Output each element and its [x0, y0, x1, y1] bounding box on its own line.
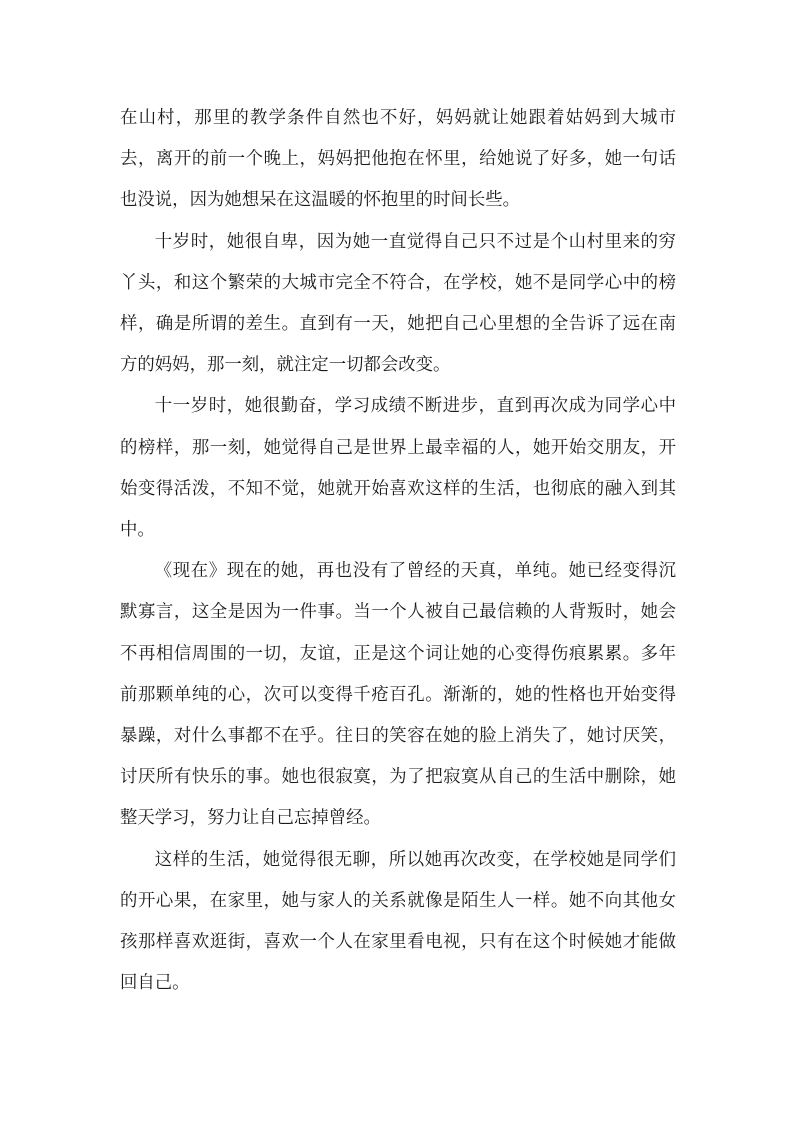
paragraph-2: 十岁时，她很自卑，因为她一直觉得自己只不过是个山村里来的穷丫头，和这个繁荣的大城市完全不符合，在学校，她不是同学心中的榜样，确是所谓的差生。直到有一天，她把自己心里想的全告诉了远在南方的妈妈，那一刻，就注定一切都会改变。	[120, 231, 676, 376]
paragraph-1: 在山村，那里的教学条件自然也不好，妈妈就让她跟着姑妈到大城市去，离开的前一个晚上，妈妈把他抱在怀里，给她说了好多，她一句话也没说，因为她想呆在这温暖的怀抱里的时间长些。	[120, 108, 676, 211]
paragraph-4: 《现在》现在的她，再也没有了曾经的天真，单纯。她已经变得沉默寡言，这全是因为一件事。当一个人被自己最信赖的人背叛时，她会不再相信周围的一切，友谊，正是这个词让她的心变得伤痕累累。多年前那颗单纯的心，次可以变得千疮百孔。渐渐的，她的性格也开始变得暴躁，对什么事都不在乎。往日的笑容在她的脸上消失了，她讨厌笑，讨厌所有快乐的事。她也很寂寞，为了把寂寞从自己的生活中删除，她整天学习，努力让自己忘掉曾经。	[120, 561, 676, 829]
paragraph-3: 十一岁时，她很勤奋，学习成绩不断进步，直到再次成为同学心中的榜样，那一刻，她觉得自己是世界上最幸福的人，她开始交朋友，开始变得活泼，不知不觉，她就开始喜欢这样的生活，也彻底的融入到其中。	[120, 396, 676, 541]
paragraph-5: 这样的生活，她觉得很无聊，所以她再次改变，在学校她是同学们的开心果，在家里，她与家人的关系就像是陌生人一样。她不向其他女孩那样喜欢逛街，喜欢一个人在家里看电视，只有在这个时候她才能做回自己。	[120, 849, 676, 994]
document-body	[120, 98, 676, 1004]
